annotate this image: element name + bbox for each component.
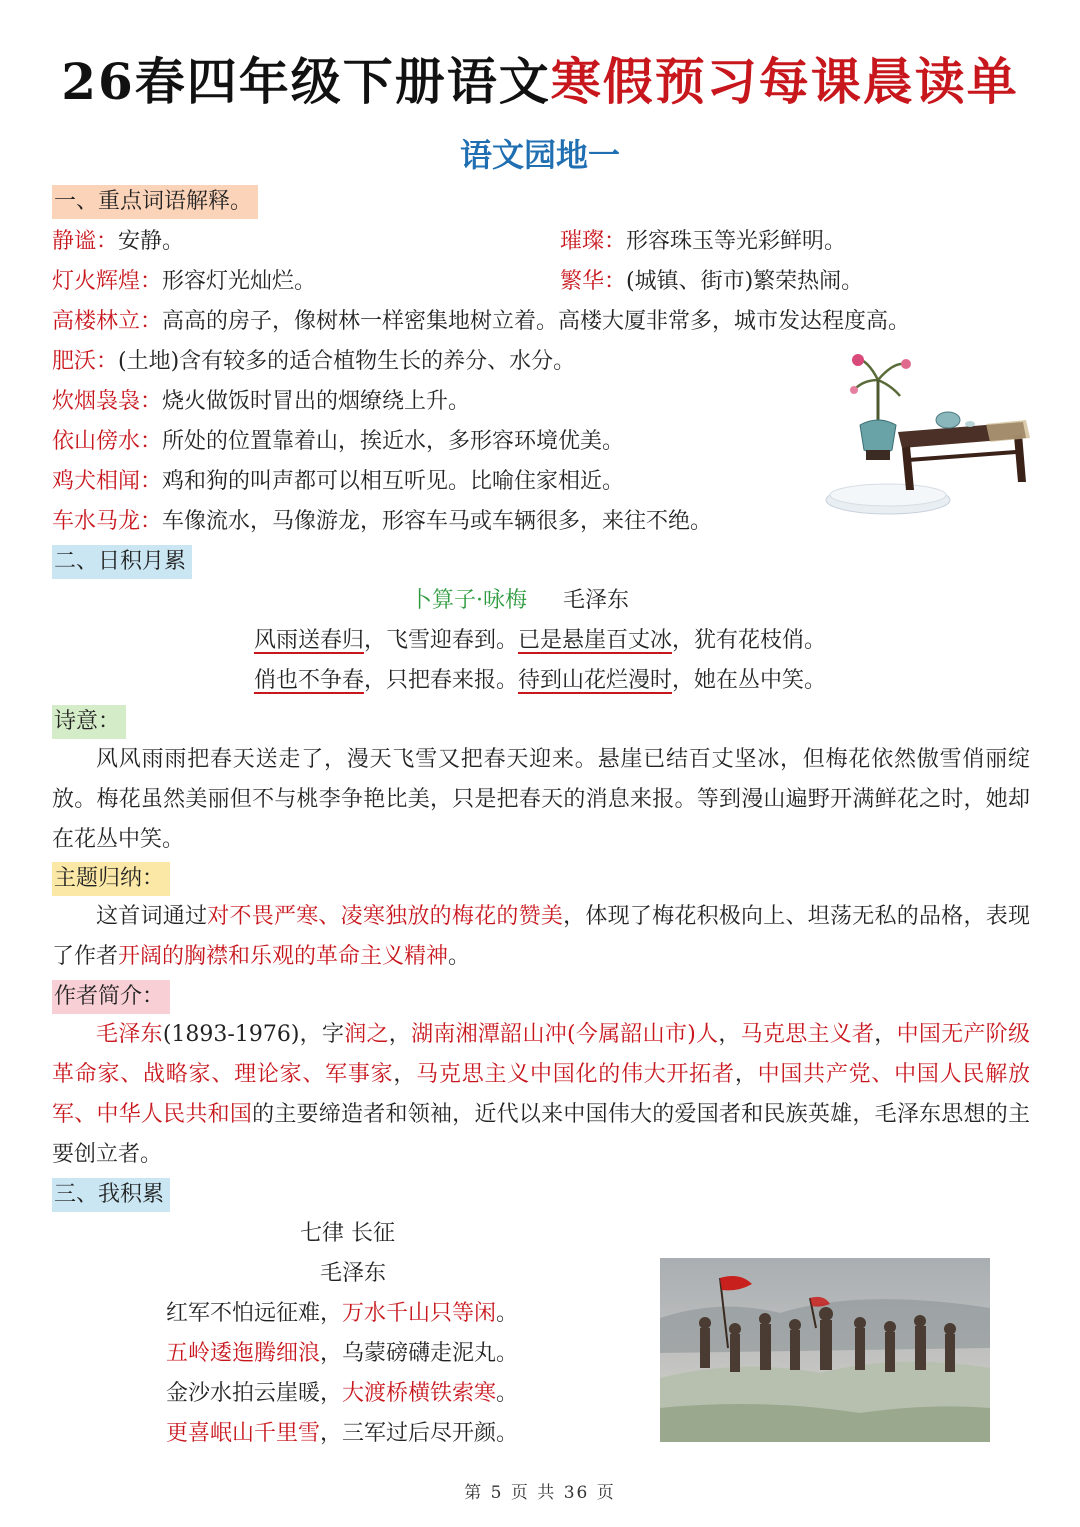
theme-label: 主题归纳：: [52, 862, 170, 896]
section-heading-daily-accumulation: 二、日积月累: [52, 545, 192, 579]
poem-title: 卜算子·咏梅: [410, 588, 527, 613]
poem-line: 俏也不争春，只把春来报。待到山花烂漫时，她在丛中笑。: [253, 668, 827, 693]
poem-line: 红军不怕远征难，万水千山只等闲。: [166, 1301, 519, 1326]
poem-title-line: [410, 585, 629, 617]
poem-line: 金沙水拍云崖暖，大渡桥横铁索寒。: [166, 1381, 519, 1406]
vocab-item: 繁华：(城镇、街市)繁荣热闹。: [560, 269, 864, 294]
vocab-item: 鸡犬相闻：鸡和狗的叫声都可以相互听见。比喻住家相近。: [52, 469, 625, 494]
poem-title: 七律 长征: [300, 1221, 395, 1246]
lesson-subtitle: 语文园地一: [459, 136, 620, 174]
author-bio: 毛泽东(1893-1976)，字润之，湖南湘潭韶山冲(今属韶山市)人，马克思主义者，中国无产阶级革命家、战略家、理论家、军事家，马克思主义中国化的伟大开拓者，中国共产党、中国人民解放军、中华人民共和国的主要缔造者和领袖，近代以来中国伟大的爱国者和民族英雄，毛泽东思想的主要创立者。: [52, 1022, 1030, 1167]
long-march-painting: [660, 1258, 990, 1442]
vocab-item: 璀璨：形容珠玉等光彩鲜明。: [560, 229, 847, 254]
tea-table-illustration: [818, 350, 1038, 520]
author-label: 作者简介：: [52, 980, 170, 1014]
vocab-item: 肥沃：(土地)含有较多的适合植物生长的养分、水分。: [52, 349, 576, 374]
poem-line: 更喜岷山千里雪，三军过后尽开颜。: [166, 1421, 519, 1446]
section-heading-vocabulary: 一、重点词语解释。: [52, 185, 258, 219]
section-heading-my-accumulation: 三、我积累: [52, 1178, 170, 1212]
theme-summary: 这首词通过对不畏严寒、凌寒独放的梅花的赞美，体现了梅花积极向上、坦荡无私的品格，表现了作者开阔的胸襟和乐观的革命主义精神。: [52, 904, 1030, 969]
poem-line: 风雨送春归，飞雪迎春到。已是悬崖百丈冰，犹有花枝俏。: [253, 628, 827, 653]
vocab-item: 灯火辉煌：形容灯光灿烂。: [52, 269, 317, 294]
vocab-item: 车水马龙：车像流水，马像游龙，形容车马或车辆很多，来往不绝。: [52, 509, 713, 534]
poem-author: 毛泽东: [563, 588, 630, 613]
vocab-item: 依山傍水：所处的位置靠着山，挨近水，多形容环境优美。: [52, 429, 625, 454]
vocab-item: 静谧：安静。: [52, 229, 185, 254]
vocab-item: 高楼林立：高高的房子，像树林一样密集地树立着。高楼大厦非常多，城市发达程度高。: [52, 309, 911, 334]
poem-line: 五岭逶迤腾细浪，乌蒙磅礴走泥丸。: [166, 1341, 519, 1366]
page-footer: 第 5 页 共 36 页: [464, 1483, 616, 1503]
poem-meaning: 风风雨雨把春天送走了，漫天飞雪又把春天迎来。悬崖已结百丈坚冰，但梅花依然傲雪俏丽绽放。梅花虽然美丽但不与桃李争艳比美，只是把春天的消息来报。等到漫山遍野开满鲜花之时，她却在花丛中笑。: [52, 747, 1030, 852]
page-title: 26春四年级下册语文寒假预习每课晨读单: [61, 52, 1019, 111]
meaning-label: 诗意：: [52, 705, 126, 739]
vocab-item: 炊烟袅袅：烧火做饭时冒出的烟缭绕上升。: [52, 389, 471, 414]
poem-author: 毛泽东: [320, 1261, 387, 1286]
